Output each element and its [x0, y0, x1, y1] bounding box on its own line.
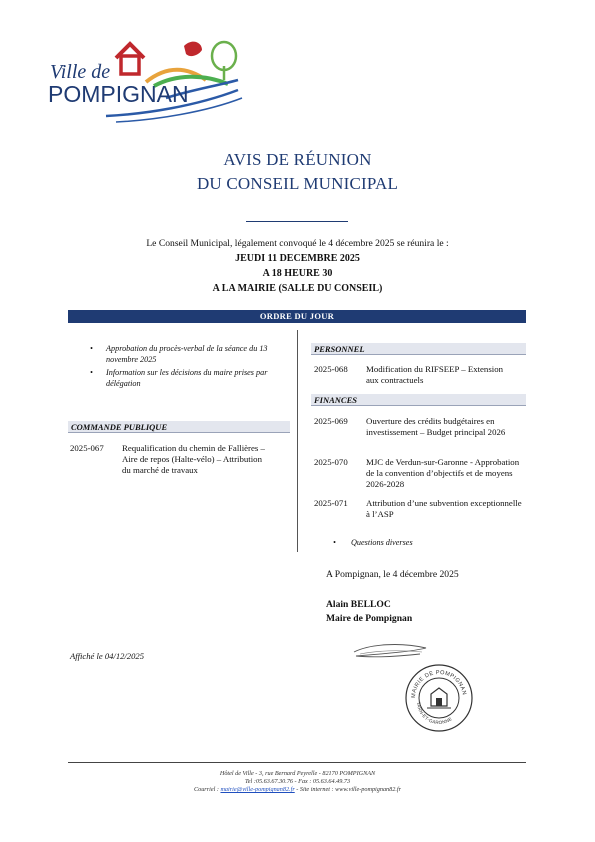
footer-phone: Tel :05.63.67.30.76 - Fax : 05.63.64.49.73	[244, 778, 351, 785]
section-personnel: PERSONNEL	[311, 343, 526, 355]
house-wall-icon	[121, 56, 139, 74]
document-title-line-1: AVIS DE RÉUNION	[223, 150, 372, 169]
preliminary-items	[90, 344, 290, 392]
item-text: Attribution d’une subvention exceptionnelle à l’ASP	[366, 498, 522, 519]
handwritten-signature	[350, 640, 430, 662]
tree-icon	[212, 42, 236, 70]
footer-rule	[68, 762, 526, 763]
document-title-line-2: DU CONSEIL MUNICIPAL	[196, 174, 399, 193]
title-underline	[246, 221, 348, 222]
section-commande-publique: COMMANDE PUBLIQUE	[68, 421, 290, 433]
item-number: 2025-067	[70, 443, 104, 453]
maple-leaf-icon	[184, 42, 202, 56]
item-number: 2025-068	[314, 364, 348, 374]
bullet-text: Information sur les décisions du maire prises par délégation	[106, 368, 268, 388]
signer-name: Alain BELLOC	[326, 599, 391, 610]
questions-text: Questions diverses	[351, 538, 413, 547]
item-text: MJC de Verdun-sur-Garonne - Approbation de la convention d’objectifs et de moyens 2026-2028	[366, 457, 520, 489]
footer-website: - Site internet : www.ville-pompignan82.fr	[294, 786, 401, 793]
posting-date: Affiché le 04/12/2025	[70, 651, 144, 661]
list-item	[90, 344, 290, 365]
item-number: 2025-070	[314, 457, 348, 467]
section-finances: FINANCES	[311, 394, 526, 406]
meeting-time: A 18 HEURE 30	[262, 268, 333, 279]
footer-email-label: Courriel :	[193, 786, 221, 793]
meeting-place: A LA MAIRIE (SALLE DU CONSEIL)	[212, 283, 383, 294]
item-number: 2025-069	[314, 416, 348, 426]
logo-line-2: POMPIGNAN	[48, 81, 189, 107]
item-text: Ouverture des crédits budgétaires en investissement – Budget principal 2026	[366, 416, 506, 437]
bullet-icon: •	[90, 344, 93, 353]
item-number: 2025-071	[314, 498, 348, 508]
seal-icon	[403, 662, 475, 734]
bullet-icon: •	[90, 368, 93, 377]
logo-line-1: Ville de	[50, 61, 111, 83]
footer-email-link[interactable]: mairie@ville-pompignan82.fr	[220, 786, 295, 793]
questions-diverses	[333, 538, 413, 547]
column-divider	[297, 330, 298, 552]
item-text: Modification du RIFSEEP – Extension aux contractuels	[366, 364, 504, 385]
footer-address: Hôtel de Ville - 3, rue Bernard Peyrelle - 82170 POMPIGNAN	[219, 770, 376, 777]
place-and-date: A Pompignan, le 4 décembre 2025	[326, 569, 459, 580]
signature-icon	[350, 640, 430, 662]
logo-graphic	[46, 36, 246, 126]
list-item	[90, 368, 290, 389]
bullet-text: Approbation du procès-verbal de la séance du 13 novembre 2025	[106, 344, 268, 364]
bullet-icon: •	[333, 538, 336, 547]
item-text: Requalification du chemin de Fallières – Aire de repos (Halte-vélo) – Attribution du marché de travaux	[122, 443, 265, 475]
signer-role: Maire de Pompignan	[326, 613, 413, 624]
seal-top-text: MAIRIE DE POMPIGNAN	[410, 669, 467, 699]
town-hall-seal	[403, 662, 475, 734]
seal-bottom-text: TARN-ET-GARONNE	[415, 701, 453, 726]
town-logo	[46, 36, 246, 126]
meeting-date: JEUDI 11 DECEMBRE 2025	[235, 253, 360, 264]
agenda-header-bar: ORDRE DU JOUR	[68, 310, 526, 323]
convocation-sentence: Le Conseil Municipal, légalement convoqué le 4 décembre 2025 se réunira le :	[146, 238, 449, 249]
footer-contact	[0, 786, 595, 794]
